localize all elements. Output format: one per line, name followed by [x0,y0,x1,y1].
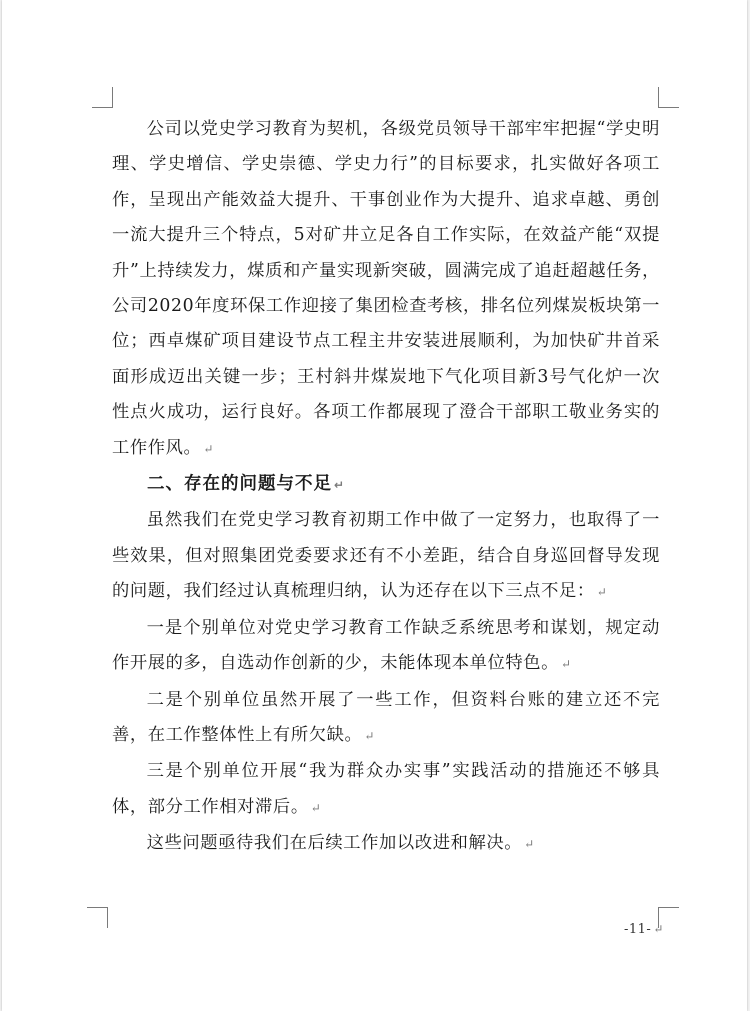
paragraph[interactable] [112,503,660,610]
paragraph-text: 一是个别单位对党史学习教育工作缺乏系统思考和谋划，规定动作开展的多，自选动作创新的少，未能体现本单位特色。 [112,617,660,674]
paragraph-mark-icon: ↵ [364,728,375,743]
paragraph-mark-icon: ↵ [524,837,535,852]
paragraph-mark-icon: ↵ [310,800,321,815]
page-number [624,922,663,937]
paragraph[interactable] [112,112,660,467]
paragraph-text: 三是个别单位开展“我为群众办实事”实践活动的措施还不够具体，部分工作相对滞后。 [112,761,660,817]
paragraph[interactable] [112,683,660,755]
document-body[interactable] [112,112,660,863]
crop-mark-bottom-left [87,907,108,928]
section-heading-text: 二、存在的问题与不足 [147,474,332,495]
paragraph-text: 这些问题亟待我们在后续工作加以改进和解决。 [146,833,523,854]
crop-mark-top-right [658,87,679,108]
paragraph-text: 虽然我们在党史学习教育初期工作中做了一定努力，也取得了一些效果，但对照集团党委要求还有不小差距，结合自身巡回督导发现的问题，我们经过认真梳理归纳，认为还存在以下三点不足： [112,510,660,602]
paragraph[interactable] [112,826,660,862]
document-page [2,0,747,1011]
paragraph-mark-icon: ↵ [334,478,345,493]
page-number-text: -11- [624,922,652,937]
crop-mark-top-left [92,87,113,108]
paragraph-mark-icon: ↵ [653,922,664,936]
paragraph-text: 二是个别单位虽然开展了一些工作，但资料台账的建立还不完善，在工作整体性上有所欠缺。 [112,689,660,745]
paragraph-text: 公司以党史学习教育为契机，各级党员领导干部牢牢把握“学史明理、学史增信、学史崇德、学史力行”的目标要求，扎实做好各项工作，呈现出产能效益大提升、干事创业作为大提升、追求卓越、勇创一流大提升三个特点，5对矿井立足各自工作实际，在效益产能“双提升”上持续发力，煤质和产量实现新突破，圆满完成了追赶超越任务，公司2020年度环保工作迎接了集团检查考核，排名位列煤炭板块第一位；西卓煤矿项目建设节点工程主井安装进展顺利，为加快矿井首采面形成迈出关键一步；王村斜井煤炭地下气化项目新3号气化炉一次性点火成功，运行良好。各项工作都展现了澄合干部职工敬业务实的工作作风。 [112,119,660,458]
paragraph[interactable] [112,754,660,826]
paragraph-mark-icon: ↵ [596,585,607,600]
section-heading[interactable] [112,467,660,503]
paragraph-mark-icon: ↵ [203,441,214,456]
paragraph[interactable] [112,611,660,683]
paragraph-mark-icon: ↵ [561,657,572,672]
